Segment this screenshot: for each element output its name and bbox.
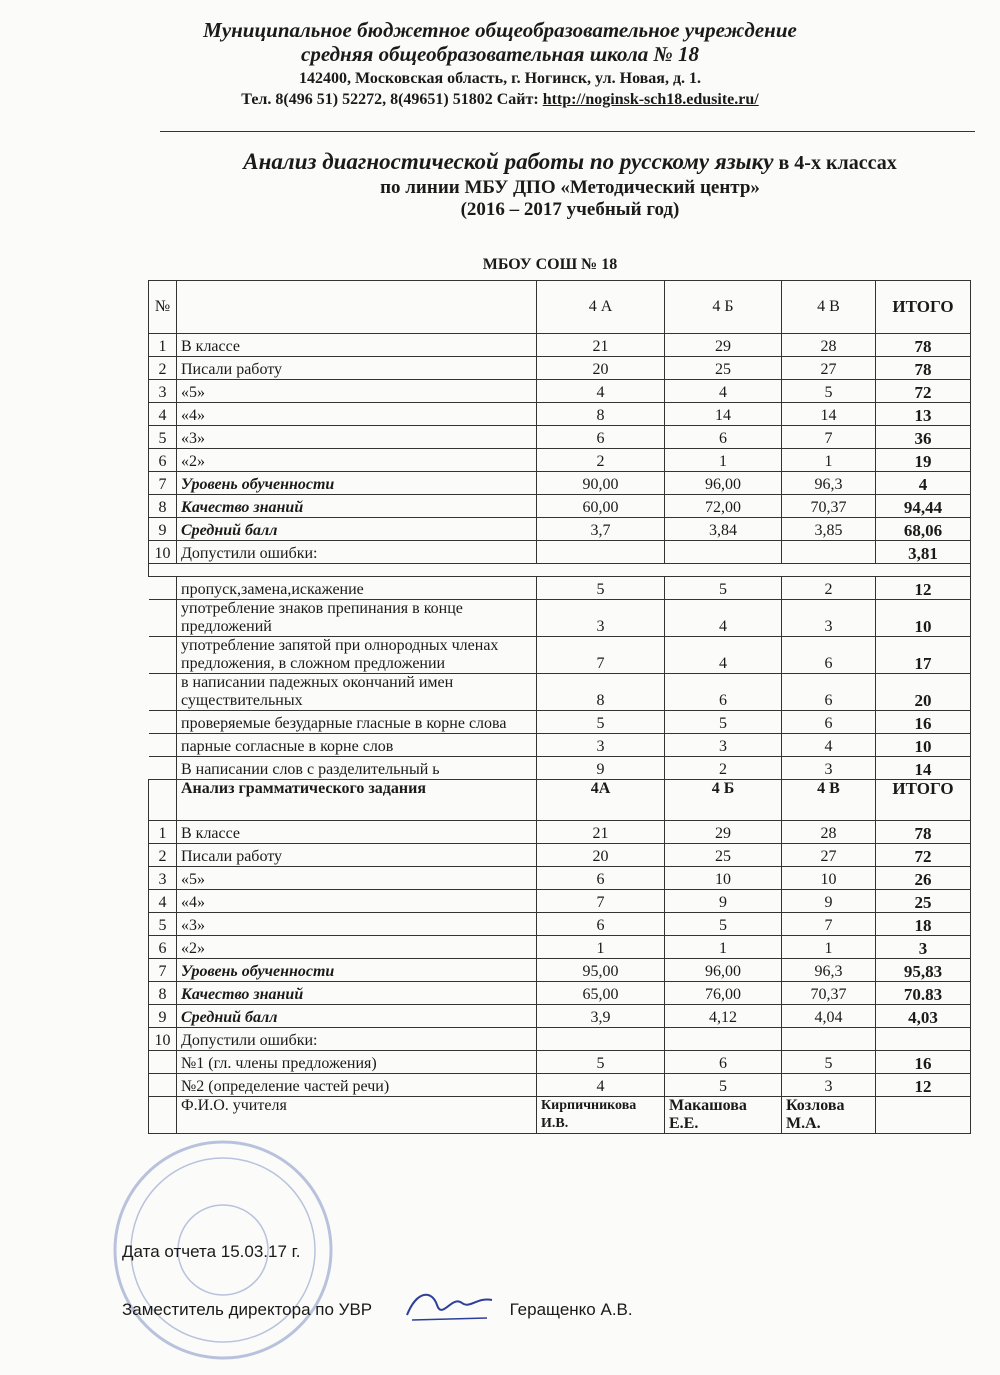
value-cell: 4 — [665, 380, 782, 403]
table-row — [149, 357, 971, 380]
value-cell: 1 — [665, 936, 782, 959]
table-row — [149, 495, 971, 518]
value-cell: 4 — [665, 600, 782, 637]
value-cell: 8 — [537, 674, 665, 711]
org-phone: Тел. 8(496 51) 52272, 8(49651) 51802 Сайт: — [241, 91, 543, 108]
value-cell — [537, 1028, 665, 1051]
letterhead — [0, 18, 1000, 110]
row-label: «5» — [177, 867, 537, 890]
value-cell: 76,00 — [665, 982, 782, 1005]
row-number: 4 — [149, 890, 177, 913]
error-label: употребление запятой при олнородных членах предложения, в сложном предложении — [177, 637, 537, 674]
total-cell: 14 — [876, 757, 971, 780]
row-number: 6 — [149, 936, 177, 959]
table-row — [149, 380, 971, 403]
value-cell: 29 — [665, 821, 782, 844]
value-cell: 20 — [537, 844, 665, 867]
value-cell: 6 — [537, 867, 665, 890]
value-cell: 70,37 — [782, 495, 876, 518]
total-cell: 4 — [876, 472, 971, 495]
row-number — [149, 780, 177, 821]
title-main: Анализ диагностической работы по русскому языку — [243, 149, 774, 174]
section-header: Анализ грамматического задания — [177, 780, 537, 821]
row-number: 1 — [149, 821, 177, 844]
row-label: Качество знаний — [177, 495, 537, 518]
total-cell: 12 — [876, 577, 971, 600]
column-header: ИТОГО — [876, 281, 971, 334]
teacher-name: Козлова М.А. — [782, 1097, 876, 1134]
total-cell: 68,06 — [876, 518, 971, 541]
value-cell: 6 — [537, 913, 665, 936]
total-cell: 16 — [876, 1051, 971, 1074]
row-number: 10 — [149, 541, 177, 564]
error-label: в написании падежных окончаний имен существительных — [177, 674, 537, 711]
row-number: 1 — [149, 334, 177, 357]
table-row — [149, 821, 971, 844]
value-cell: 3 — [537, 600, 665, 637]
value-cell: 3 — [782, 1074, 876, 1097]
teacher-label: Ф.И.О. учителя — [177, 1097, 537, 1134]
value-cell: 90,00 — [537, 472, 665, 495]
row-label: «3» — [177, 426, 537, 449]
column-header-label — [177, 281, 537, 334]
row-number — [149, 1051, 177, 1074]
value-cell: 7 — [782, 426, 876, 449]
value-cell: 21 — [537, 334, 665, 357]
value-cell: 7 — [782, 913, 876, 936]
total-cell: 78 — [876, 357, 971, 380]
row-number: 7 — [149, 472, 177, 495]
total-cell: 72 — [876, 380, 971, 403]
total-cell: 78 — [876, 821, 971, 844]
value-cell — [665, 1028, 782, 1051]
total-cell: 78 — [876, 334, 971, 357]
signer-line — [122, 1300, 633, 1320]
value-cell: 6 — [665, 1051, 782, 1074]
row-label: Писали работу — [177, 844, 537, 867]
column-header: ИТОГО — [876, 780, 971, 821]
value-cell: 70,37 — [782, 982, 876, 1005]
school-name: МБОУ СОШ № 18 — [482, 256, 618, 273]
value-cell: 6 — [665, 426, 782, 449]
error-label: употребление знаков препинания в конце предложений — [177, 600, 537, 637]
value-cell: 96,00 — [665, 959, 782, 982]
table-row — [149, 913, 971, 936]
value-cell: 6 — [665, 674, 782, 711]
total-cell: 20 — [876, 674, 971, 711]
row-number: 3 — [149, 380, 177, 403]
total-cell: 16 — [876, 711, 971, 734]
total-cell: 70.83 — [876, 982, 971, 1005]
value-cell: 4 — [665, 637, 782, 674]
table1-header-row — [149, 281, 971, 334]
value-cell: 95,00 — [537, 959, 665, 982]
value-cell: 60,00 — [537, 495, 665, 518]
value-cell: 3,9 — [537, 1005, 665, 1028]
total-cell: 18 — [876, 913, 971, 936]
spacer-cell — [149, 564, 971, 577]
table2-header-row — [149, 780, 971, 821]
row-number: 5 — [149, 913, 177, 936]
value-cell: 6 — [782, 637, 876, 674]
row-label: «4» — [177, 890, 537, 913]
error-label: пропуск,замена,искажение — [177, 577, 537, 600]
total-cell: 4,03 — [876, 1005, 971, 1028]
value-cell: 72,00 — [665, 495, 782, 518]
row-number: 8 — [149, 495, 177, 518]
row-number: 2 — [149, 357, 177, 380]
value-cell: 5 — [665, 1074, 782, 1097]
row-number: 6 — [149, 449, 177, 472]
value-cell: 96,3 — [782, 472, 876, 495]
total-cell: 95,83 — [876, 959, 971, 982]
value-cell: 5 — [537, 711, 665, 734]
error-row — [149, 1074, 971, 1097]
value-cell: 3,84 — [665, 518, 782, 541]
value-cell: 5 — [537, 577, 665, 600]
value-cell: 9 — [665, 890, 782, 913]
value-cell: 4,04 — [782, 1005, 876, 1028]
row-number — [149, 577, 177, 600]
table-row — [149, 890, 971, 913]
value-cell: 5 — [665, 711, 782, 734]
value-cell: 7 — [537, 637, 665, 674]
table-row — [149, 844, 971, 867]
row-number: 7 — [149, 959, 177, 982]
teacher-name: Макашова Е.Е. — [665, 1097, 782, 1134]
value-cell: 14 — [782, 403, 876, 426]
value-cell: 4 — [782, 734, 876, 757]
row-number: 2 — [149, 844, 177, 867]
total-cell: 17 — [876, 637, 971, 674]
column-header: 4 Б — [665, 780, 782, 821]
value-cell: 96,3 — [782, 959, 876, 982]
value-cell: 4 — [537, 1074, 665, 1097]
column-header: 4 В — [782, 281, 876, 334]
table-row — [149, 541, 971, 564]
value-cell: 5 — [782, 380, 876, 403]
table-row — [149, 334, 971, 357]
value-cell: 5 — [782, 1051, 876, 1074]
row-number — [149, 757, 177, 780]
value-cell: 3 — [665, 734, 782, 757]
report-date: Дата отчета 15.03.17 г. — [122, 1242, 301, 1261]
total-cell: 36 — [876, 426, 971, 449]
table-row — [149, 1028, 971, 1051]
table-row — [149, 518, 971, 541]
row-number — [149, 1074, 177, 1097]
value-cell: 5 — [537, 1051, 665, 1074]
row-label: Писали работу — [177, 357, 537, 380]
value-cell: 27 — [782, 357, 876, 380]
title-line2: по линии МБУ ДПО «Методический центр» — [380, 177, 760, 198]
table-row — [149, 472, 971, 495]
error-label: В написании слов с разделительный ь — [177, 757, 537, 780]
row-label: Средний балл — [177, 1005, 537, 1028]
value-cell: 6 — [782, 711, 876, 734]
value-cell: 21 — [537, 821, 665, 844]
total-cell: 25 — [876, 890, 971, 913]
value-cell: 1 — [665, 449, 782, 472]
row-number: 8 — [149, 982, 177, 1005]
empty-cell — [876, 1097, 971, 1134]
error-row — [149, 600, 971, 637]
error-row — [149, 674, 971, 711]
total-cell — [876, 1028, 971, 1051]
error-label: парные согласные в корне слов — [177, 734, 537, 757]
row-label: Средний балл — [177, 518, 537, 541]
error-row — [149, 757, 971, 780]
value-cell: 6 — [537, 426, 665, 449]
error-row — [149, 711, 971, 734]
row-label: «3» — [177, 913, 537, 936]
table-row — [149, 449, 971, 472]
value-cell: 28 — [782, 821, 876, 844]
value-cell: 8 — [537, 403, 665, 426]
table-row — [149, 426, 971, 449]
org-site-link[interactable]: http://noginsk-sch18.edusite.ru/ — [542, 91, 759, 108]
value-cell: 25 — [665, 844, 782, 867]
org-name-line2: средняя общеобразовательная школа № 18 — [301, 42, 699, 66]
row-label: Допустили ошибки: — [177, 1028, 537, 1051]
total-cell: 19 — [876, 449, 971, 472]
value-cell: 1 — [782, 449, 876, 472]
title-line1 — [150, 148, 990, 177]
row-label: В классе — [177, 334, 537, 357]
value-cell: 10 — [665, 867, 782, 890]
column-header-number: № — [149, 281, 177, 334]
table-row — [149, 403, 971, 426]
error-row — [149, 1051, 971, 1074]
total-cell: 10 — [876, 600, 971, 637]
value-cell — [537, 541, 665, 564]
error-row — [149, 577, 971, 600]
value-cell — [782, 541, 876, 564]
value-cell — [782, 1028, 876, 1051]
total-cell: 94,44 — [876, 495, 971, 518]
header-divider — [160, 131, 975, 132]
row-number: 10 — [149, 1028, 177, 1051]
error-label: №1 (гл. члены предложения) — [177, 1051, 537, 1074]
error-row — [149, 734, 971, 757]
total-cell: 10 — [876, 734, 971, 757]
results-table — [148, 280, 971, 1134]
total-cell: 3 — [876, 936, 971, 959]
value-cell: 2 — [537, 449, 665, 472]
row-number: 3 — [149, 867, 177, 890]
table-row — [149, 959, 971, 982]
table-row — [149, 1005, 971, 1028]
row-number: 5 — [149, 426, 177, 449]
value-cell: 3 — [537, 734, 665, 757]
value-cell: 4,12 — [665, 1005, 782, 1028]
total-cell: 13 — [876, 403, 971, 426]
value-cell: 9 — [537, 757, 665, 780]
value-cell: 1 — [537, 936, 665, 959]
row-label: «4» — [177, 403, 537, 426]
row-number: 9 — [149, 518, 177, 541]
org-address: 142400, Московская область, г. Ногинск, ул. Новая, д. 1. — [298, 70, 702, 87]
column-header: 4А — [537, 780, 665, 821]
error-row — [149, 637, 971, 674]
title-line3: (2016 – 2017 учебный год) — [460, 199, 680, 220]
teacher-name: Кирпичникова И.В. — [537, 1097, 665, 1134]
title-grade: в 4-х классах — [773, 152, 897, 174]
spacer-row — [149, 564, 971, 577]
error-label: №2 (определение частей речи) — [177, 1074, 537, 1097]
value-cell: 3 — [782, 600, 876, 637]
document-title — [150, 148, 990, 221]
row-label: «2» — [177, 449, 537, 472]
value-cell — [665, 541, 782, 564]
total-cell: 26 — [876, 867, 971, 890]
column-header: 4 Б — [665, 281, 782, 334]
value-cell: 25 — [665, 357, 782, 380]
total-cell: 72 — [876, 844, 971, 867]
error-label: проверяемые безударные гласные в корне слова — [177, 711, 537, 734]
row-label: «2» — [177, 936, 537, 959]
value-cell: 2 — [665, 757, 782, 780]
row-number — [149, 1097, 177, 1134]
value-cell: 7 — [537, 890, 665, 913]
value-cell: 65,00 — [537, 982, 665, 1005]
row-number — [149, 734, 177, 757]
value-cell: 2 — [782, 577, 876, 600]
value-cell: 10 — [782, 867, 876, 890]
column-header: 4 В — [782, 780, 876, 821]
row-label: В классе — [177, 821, 537, 844]
row-number — [149, 637, 177, 674]
signer-name: Геращенко А.В. — [509, 1300, 633, 1319]
total-cell: 3,81 — [876, 541, 971, 564]
value-cell: 5 — [665, 577, 782, 600]
value-cell: 6 — [782, 674, 876, 711]
org-contacts — [0, 90, 1000, 110]
value-cell: 9 — [782, 890, 876, 913]
org-name-line1: Муниципальное бюджетное общеобразовательное учреждение — [203, 18, 797, 42]
value-cell: 14 — [665, 403, 782, 426]
table-row — [149, 867, 971, 890]
value-cell: 3 — [782, 757, 876, 780]
value-cell: 1 — [782, 936, 876, 959]
row-number: 9 — [149, 1005, 177, 1028]
value-cell: 27 — [782, 844, 876, 867]
row-label: «5» — [177, 380, 537, 403]
total-cell: 12 — [876, 1074, 971, 1097]
value-cell: 3,85 — [782, 518, 876, 541]
value-cell: 4 — [537, 380, 665, 403]
column-header: 4 А — [537, 281, 665, 334]
value-cell: 96,00 — [665, 472, 782, 495]
value-cell: 3,7 — [537, 518, 665, 541]
row-label: Уровень обученности — [177, 959, 537, 982]
signer-title: Заместитель директора по УВР — [122, 1300, 373, 1319]
row-number — [149, 711, 177, 734]
value-cell: 28 — [782, 334, 876, 357]
value-cell: 20 — [537, 357, 665, 380]
row-label: Качество знаний — [177, 982, 537, 1005]
table-row — [149, 936, 971, 959]
row-number — [149, 674, 177, 711]
row-label: Уровень обученности — [177, 472, 537, 495]
value-cell: 29 — [665, 334, 782, 357]
teacher-row — [149, 1097, 971, 1134]
row-number — [149, 600, 177, 637]
row-number: 4 — [149, 403, 177, 426]
table-row — [149, 982, 971, 1005]
value-cell: 5 — [665, 913, 782, 936]
row-label: Допустили ошибки: — [177, 541, 537, 564]
